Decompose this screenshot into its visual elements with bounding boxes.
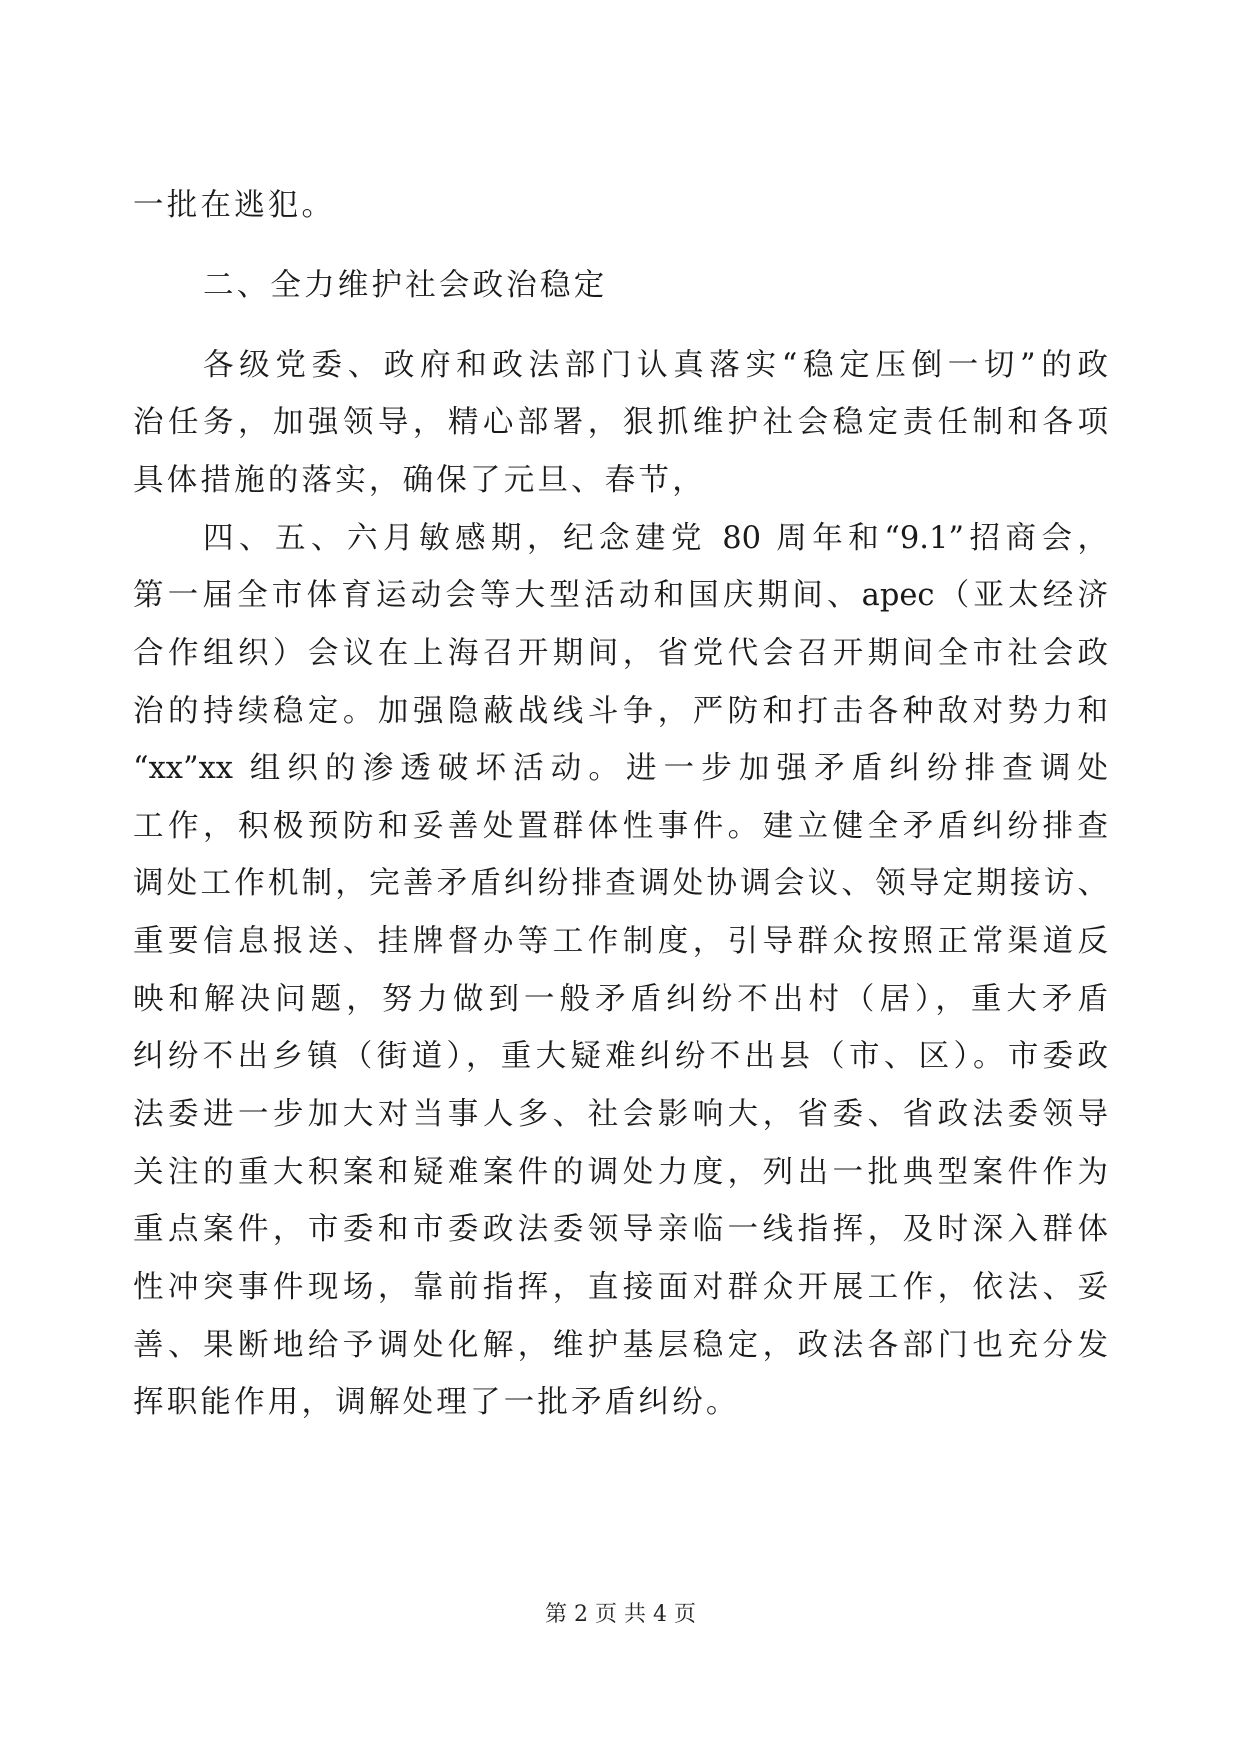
paragraph-line: 治的持续稳定。加强隐蔽战线斗争，严防和打击各种敌对势力和 — [133, 694, 1108, 729]
paragraph-line: 调处工作机制，完善矛盾纠纷排查调处协调会议、领导定期接访、 — [133, 866, 1108, 901]
paragraph-line: 重点案件，市委和市委政法委领导亲临一线指挥，及时深入群体 — [133, 1212, 1108, 1247]
paragraph-line: 具体措施的落实，确保了元旦、春节， — [133, 463, 706, 498]
paragraph-line: 工作，积极预防和妥善处置群体性事件。建立健全矛盾纠纷排查 — [133, 809, 1108, 844]
paragraph-line: 合作组织）会议在上海召开期间，省党代会召开期间全市社会政 — [133, 636, 1108, 671]
paragraph-line: 映和解决问题，努力做到一般矛盾纠纷不出村（居），重大矛盾 — [133, 982, 1108, 1017]
paragraph-line: 关注的重大积案和疑难案件的调处力度，列出一批典型案件作为 — [133, 1155, 1108, 1190]
paragraph-line: 一批在逃犯。 — [133, 188, 336, 223]
paragraph-line: 性冲突事件现场，靠前指挥，直接面对群众开展工作，依法、妥 — [133, 1270, 1108, 1305]
paragraph-line: “xx”xx 组织的渗透破坏活动。进一步加强矛盾纠纷排查调处 — [133, 751, 1108, 786]
paragraph-line: 善、果断地给予调处化解，维护基层稳定，政法各部门也充分发 — [133, 1328, 1108, 1363]
paragraph-line: 各级党委、政府和政法部门认真落实“稳定压倒一切”的政 — [203, 348, 1108, 383]
paragraph-line: 重要信息报送、挂牌督办等工作制度，引导群众按照正常渠道反 — [133, 924, 1108, 959]
section-heading: 二、全力维护社会政治稳定 — [203, 268, 608, 303]
page-number: 第 2 页 共 4 页 — [545, 1602, 696, 1627]
paragraph-line: 四、五、六月敏感期，纪念建党 80 周年和“9.1”招商会， — [203, 521, 1108, 556]
paragraph-line: 第一届全市体育运动会等大型活动和国庆期间、apec（亚太经济 — [133, 578, 1108, 613]
paragraph-line: 法委进一步加大对当事人多、社会影响大，省委、省政法委领导 — [133, 1097, 1108, 1132]
paragraph-line: 治任务，加强领导，精心部署，狠抓维护社会稳定责任制和各项 — [133, 405, 1108, 440]
paragraph-line: 挥职能作用，调解处理了一批矛盾纠纷。 — [133, 1385, 740, 1420]
paragraph-line: 纠纷不出乡镇（街道），重大疑难纠纷不出县（市、区）。市委政 — [133, 1039, 1108, 1074]
